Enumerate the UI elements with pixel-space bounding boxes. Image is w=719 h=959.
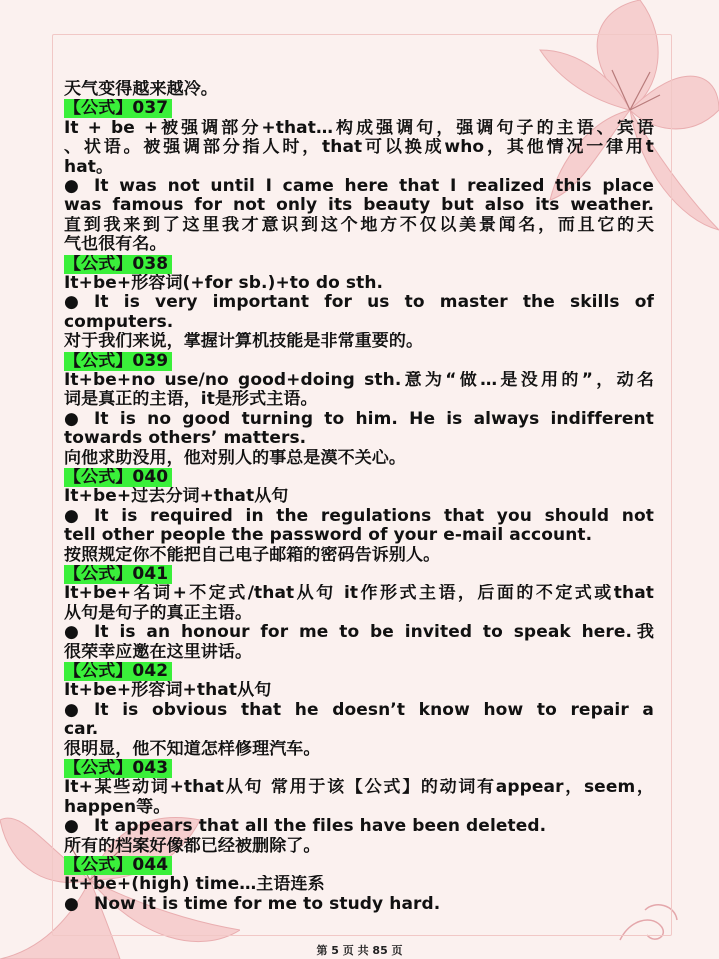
text-line: 对于我们来说，掌握计算机技能是非常重要的。: [64, 332, 424, 352]
bullet-icon: ●: [64, 894, 79, 914]
formula-tag-label: 【公式】037: [64, 99, 172, 118]
example-sentence: [64, 177, 654, 196]
example-sentence: [64, 293, 654, 312]
example-sentence: [64, 410, 654, 429]
text-line: tell other people the password of your e-mail account.: [64, 526, 593, 546]
text-line: 直到我来到了这里我才意识到这个地方不仅以美景闻名，而且它的天: [64, 215, 654, 235]
formula-tag-label: 【公式】040: [64, 468, 172, 487]
bullet-icon: ●: [64, 177, 79, 196]
text-line: hat。: [64, 157, 114, 177]
text-line: It+某些动词+that从句 常用于该【公式】的动词有appear，seem，: [64, 778, 654, 798]
text-line: 按照规定你不能把自己电子邮箱的密码告诉别人。: [64, 545, 441, 565]
formula-tag-label: 【公式】043: [64, 759, 172, 778]
bullet-icon: ●: [64, 409, 79, 429]
text-line: It+be+(high) time…主语连系: [64, 875, 325, 895]
text-line: It+be+形容词(+for sb.)+to do sth.: [64, 273, 384, 293]
text-line: It+be+no use/no good+doing sth.意为“做…是没用的”，动名: [64, 371, 654, 390]
text-line: 词是真正的主语，it是形式主语。: [64, 390, 318, 410]
text-line: towards others’ matters.: [64, 429, 307, 449]
example-sentence: [64, 507, 654, 526]
text-line: 天气变得越来越冷。: [64, 80, 218, 99]
text-line: 很明显，他不知道怎样修理汽车。: [64, 739, 321, 759]
formula-tag: [64, 352, 654, 371]
example-text: It is obvious that he doesn’t know how to repair a: [94, 700, 654, 720]
example-sentence: [64, 817, 654, 836]
formula-tag: [64, 255, 654, 274]
text-line: was famous for not only its beauty but also its weather.: [64, 196, 654, 216]
formula-tag: [64, 759, 654, 778]
formula-tag-label: 【公式】042: [64, 662, 172, 681]
formula-tag: [64, 99, 654, 118]
text-line: 向他求助没用，他对别人的事总是漠不关心。: [64, 448, 406, 468]
text-line: computers.: [64, 312, 174, 332]
text-line: car.: [64, 720, 99, 740]
formula-tag-label: 【公式】038: [64, 255, 172, 274]
example-text: It is required in the regulations that you should not: [94, 506, 654, 526]
text-line: 气也很有名。: [64, 235, 167, 255]
example-text: It is no good turning to him. He is always indifferent: [94, 409, 654, 429]
example-text: It is an honour for me to be invited to speak here.我: [94, 623, 654, 643]
bullet-icon: ●: [64, 817, 79, 837]
formula-tag-label: 【公式】044: [64, 856, 172, 875]
text-line: 、状语。被强调部分指人时，that可以换成who，其他情况一律用t: [64, 138, 654, 158]
formula-tag: [64, 565, 654, 584]
formula-tag: [64, 662, 654, 681]
example-text: Now it is time for me to study hard.: [94, 894, 441, 914]
text-line: It+be+名词+不定式/that从句 it作形式主语，后面的不定式或that: [64, 584, 654, 604]
formula-tag: [64, 468, 654, 487]
text-line: It+be+过去分词+that从句: [64, 487, 289, 507]
formula-tag: [64, 856, 654, 875]
bullet-icon: ●: [64, 293, 79, 313]
example-sentence: [64, 895, 654, 914]
document-body: [64, 80, 654, 914]
text-line: It + be +被强调部分+that…构成强调句，强调句子的主语、宾语: [64, 118, 654, 138]
example-text: It is very important for us to master the skills of: [94, 293, 654, 313]
text-line: happen等。: [64, 797, 171, 817]
bullet-icon: ●: [64, 700, 79, 720]
text-line: It+be+形容词+that从句: [64, 681, 272, 701]
example-sentence: [64, 623, 654, 642]
bullet-icon: ●: [64, 506, 79, 526]
example-text: It appears that all the files have been deleted.: [94, 817, 547, 837]
text-line: 很荣幸应邀在这里讲话。: [64, 642, 253, 662]
example-sentence: [64, 701, 654, 720]
text-line: 从句是句子的真正主语。: [64, 603, 253, 623]
example-text: It was not until I came here that I realized this place: [94, 177, 654, 196]
bullet-icon: ●: [64, 623, 79, 643]
formula-tag-label: 【公式】039: [64, 352, 172, 371]
text-line: 所有的档案好像都已经被删除了。: [64, 836, 321, 856]
formula-tag-label: 【公式】041: [64, 565, 172, 584]
page-number: 第 5 页 共 85 页: [316, 944, 403, 957]
